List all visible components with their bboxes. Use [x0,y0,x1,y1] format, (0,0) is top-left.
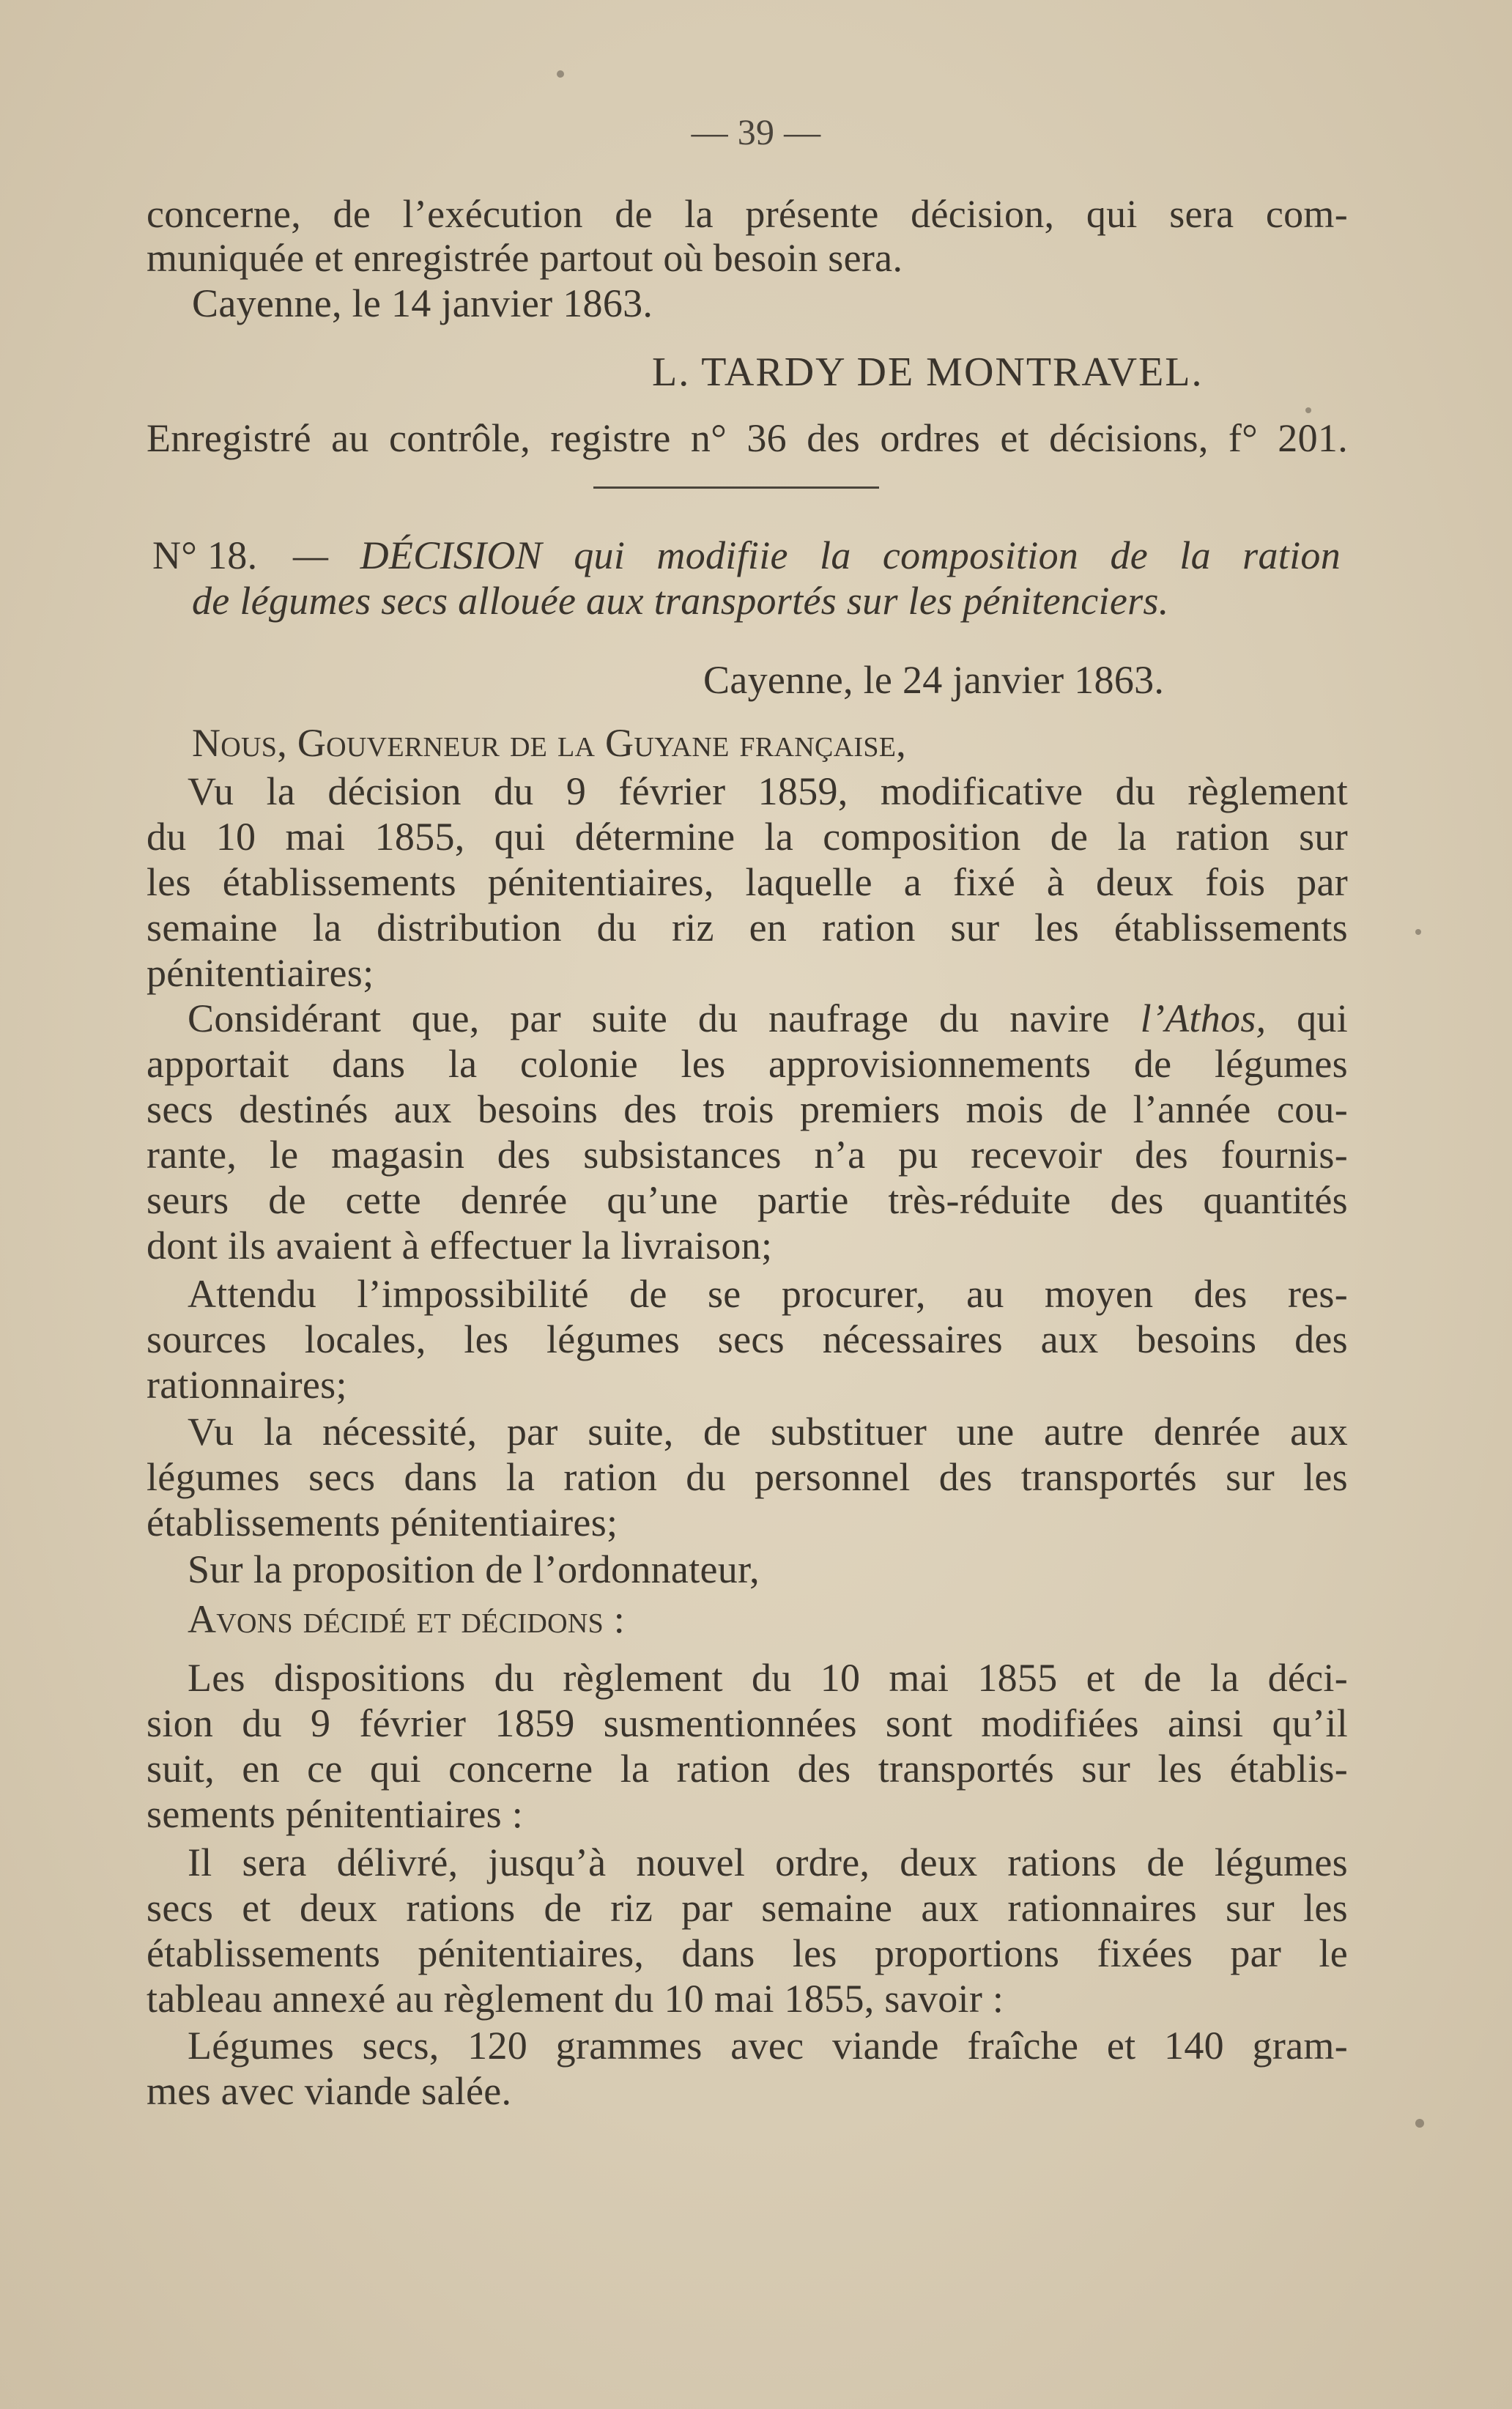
text-line: Considérant que, par suite du naufrage du navire l’Athos, qui [188,996,1348,1040]
ship-name: l’Athos, [1140,996,1267,1040]
text-line: sion du 9 février 1859 susmentionnées sont modifiées ainsi qu’il [147,1701,1348,1745]
decision-title-cont: de légumes secs allouée aux transportés sur les pénitenciers. [192,579,1169,623]
paper-speck [1305,407,1311,413]
text-line: seurs de cette denrée qu’une partie très-réduite des quantités [147,1178,1348,1222]
paper-speck [1415,929,1421,935]
decision-number: N° 18. [152,533,258,577]
text-line: pénitentiaires; [147,951,374,995]
text-line: mes avec viande salée. [147,2069,512,2113]
text-line: les établissements pénitentiaires, laquelle a fixé à deux fois par [147,860,1348,904]
signature-name: L. TARDY DE MONTRAVEL. [652,349,1204,395]
dateline: Cayenne, le 24 janvier 1863. [703,658,1165,702]
page-number: — 39 — [691,111,821,152]
registration-note: Enregistré au contrôle, registre n° 36 des ordres et décisions, f° 201. [147,416,1348,460]
text-line: muniquée et enregistrée partout où besoin sera. [147,236,903,280]
place-date: Cayenne, le 14 janvier 1863. [192,281,653,325]
text-line: sources locales, les légumes secs nécessaires aux besoins des [147,1317,1348,1361]
text-line: Il sera délivré, jusqu’à nouvel ordre, deux rations de légumes [188,1840,1348,1884]
paper-speck [1415,2119,1424,2128]
text-line: légumes secs dans la ration du personnel des transportés sur les [147,1455,1348,1499]
separator-rule [593,486,879,489]
text-line: Attendu l’impossibilité de se procurer, au moyen des res- [188,1272,1348,1316]
text-line: du 10 mai 1855, qui détermine la composition de la ration sur [147,815,1348,859]
text-line: établissements pénitentiaires; [147,1500,618,1544]
text-line: rationnaires; [147,1363,347,1407]
text-line: établissements pénitentiaires, dans les proportions fixées par le [147,1931,1348,1975]
text-line: sements pénitentiaires : [147,1792,524,1836]
decision-formula: Avons décidé et décidons : [188,1597,626,1641]
text-line: rante, le magasin des subsistances n’a pu recevoir des fournis- [147,1133,1348,1177]
text-line: secs et deux rations de riz par semaine aux rationnaires sur les [147,1886,1348,1930]
text-line: tableau annexé au règlement du 10 mai 1855, savoir : [147,1977,1004,2021]
text-line: Vu la nécessité, par suite, de substituer une autre denrée aux [188,1410,1348,1454]
text-line: Les dispositions du règlement du 10 mai 1855 et de la déci- [188,1656,1348,1700]
text-line: dont ils avaient à effectuer la livraison; [147,1224,773,1268]
paper-speck [557,70,564,78]
text-line: suit, en ce qui concerne la ration des transportés sur les établis- [147,1747,1348,1791]
text-line: concerne, de l’exécution de la présente décision, qui sera com- [147,192,1348,236]
decision-title: — DÉCISION qui modifiie la composition de la ration [293,533,1341,577]
text-line: apportait dans la colonie les approvisionnements de légumes [147,1042,1348,1086]
text-line: Sur la proposition de l’ordonnateur, [188,1547,760,1591]
text-line: Légumes secs, 120 grammes avec viande fraîche et 140 gram- [188,2024,1348,2068]
text-line: semaine la distribution du riz en ration sur les établissements [147,906,1348,950]
preamble-line: Nous, Gouverneur de la Guyane française, [192,721,907,765]
text-line: Vu la décision du 9 février 1859, modificative du règlement [188,769,1348,813]
text-line: secs destinés aux besoins des trois premiers mois de l’année cou- [147,1087,1348,1131]
